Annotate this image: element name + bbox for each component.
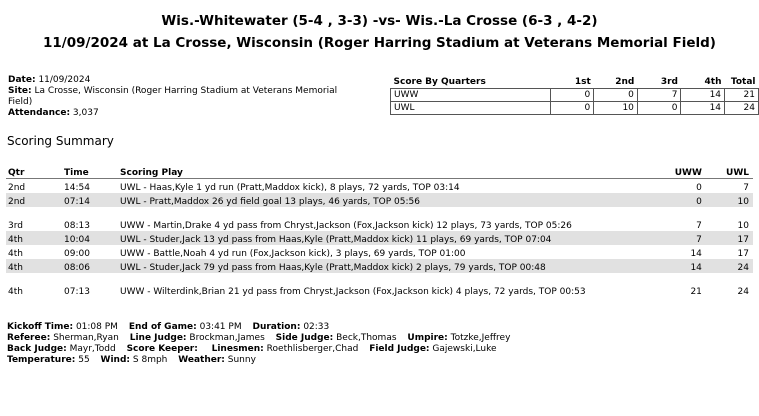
ss-header-uww: UWW	[652, 165, 706, 179]
ss-uwl: 17	[737, 249, 749, 259]
ss-play: UWW - Wilterdink,Brian 21 yd pass from Chryst,Jackson (Fox,Jackson kick) 4 plays, 72 yards, TOP 00:53	[120, 287, 586, 297]
ss-play: UWW - Battle,Noah 4 yd run (Fox,Jackson kick), 3 plays, 69 yards, TOP 01:00	[120, 249, 466, 259]
ss-header-play: Scoring Play	[118, 165, 652, 179]
game-officials-footer	[7, 322, 510, 366]
date-label: Date:	[8, 75, 36, 85]
sbq-header-2nd: 2nd	[594, 76, 638, 89]
officials-line-2	[7, 344, 510, 355]
sbq-q1: 0	[550, 89, 594, 102]
table-row	[6, 179, 753, 194]
ss-time: 07:14	[62, 193, 118, 207]
sbq-team: UWW	[391, 89, 551, 102]
ss-qtr: 3rd	[8, 221, 23, 231]
attendance-line	[8, 108, 363, 119]
umpire-label: Umpire:	[407, 333, 448, 343]
ss-uwl: 10	[706, 193, 753, 207]
sbq-q2: 10	[594, 102, 638, 115]
field-judge-label: Field Judge:	[369, 344, 430, 354]
temperature-label: Temperature:	[7, 355, 76, 365]
ss-header-uwl: UWL	[706, 165, 753, 179]
time-line	[7, 322, 510, 333]
table-row	[6, 193, 753, 207]
ss-qtr: 4th	[8, 249, 23, 259]
ss-uww: 0	[652, 193, 706, 207]
weather-line	[7, 355, 510, 366]
game-subtitle: 11/09/2024 at La Crosse, Wisconsin (Roger Harring Stadium at Veterans Memorial Field)	[43, 35, 716, 51]
sbq-header-total: Total	[725, 76, 759, 89]
table-row	[6, 245, 753, 259]
ss-time: 07:13	[64, 287, 90, 297]
referee-value: Sherman,Ryan	[53, 333, 119, 343]
duration-value: 02:33	[303, 322, 330, 332]
scoring-summary-header	[6, 165, 753, 179]
attendance-label: Attendance:	[8, 108, 71, 118]
score-keeper-label: Score Keeper:	[126, 344, 198, 354]
ss-uwl: 24	[706, 259, 753, 273]
sbq-total: 24	[725, 102, 759, 115]
ss-uww: 14	[690, 249, 702, 259]
sbq-row-uwl	[391, 102, 759, 115]
linesmen-value: Roethlisberger,Chad	[266, 344, 359, 354]
game-info	[8, 75, 363, 119]
referee-label: Referee:	[7, 333, 51, 343]
linesmen-label: Linesmen:	[211, 344, 264, 354]
scoring-summary-table	[6, 165, 753, 297]
back-judge-value: Mayr,Todd	[69, 344, 116, 354]
side-judge-label: Side Judge:	[275, 333, 334, 343]
ss-time: 08:06	[62, 259, 118, 273]
ss-uwl: 24	[737, 287, 749, 297]
ss-qtr: 4th	[6, 231, 62, 245]
kickoff-value: 01:08 PM	[75, 322, 118, 332]
ss-uww: 21	[690, 287, 702, 297]
table-row	[6, 231, 753, 245]
date-value: 11/09/2024	[38, 75, 91, 85]
back-judge-label: Back Judge:	[7, 344, 67, 354]
ss-qtr: 2nd	[8, 183, 26, 193]
sbq-total: 21	[725, 89, 759, 102]
score-by-quarters-header	[391, 76, 759, 89]
ss-time: 09:00	[64, 249, 90, 259]
end-of-game-label: End of Game:	[128, 322, 197, 332]
score-by-quarters-table	[390, 76, 759, 115]
ss-uwl: 7	[743, 183, 749, 193]
field-judge-value: Gajewski,Luke	[432, 344, 497, 354]
officials-line-1	[7, 333, 510, 344]
ss-uww: 7	[696, 221, 702, 231]
ss-play: UWL - Studer,Jack 79 yd pass from Haas,Kyle (Pratt,Maddox kick) 2 plays, 79 yards, TOP 00:48	[118, 259, 652, 273]
ss-uww: 7	[652, 231, 706, 245]
scoring-summary-title: Scoring Summary	[7, 134, 114, 148]
ss-uww: 0	[696, 183, 702, 193]
umpire-value: Totzke,Jeffrey	[450, 333, 511, 343]
line-judge-value: Brockman,James	[189, 333, 265, 343]
kickoff-label: Kickoff Time:	[7, 322, 74, 332]
ss-play: UWL - Studer,Jack 13 yd pass from Haas,Kyle (Pratt,Maddox kick) 11 plays, 69 yards, TOP 07:04	[118, 231, 652, 245]
table-row	[6, 259, 753, 273]
sbq-q4: 14	[681, 89, 725, 102]
sbq-team: UWL	[391, 102, 551, 115]
ss-play: UWL - Pratt,Maddox 26 yd field goal 13 plays, 46 yards, TOP 05:56	[118, 193, 652, 207]
table-row	[6, 273, 753, 297]
ss-uww: 14	[652, 259, 706, 273]
weather-value: Sunny	[227, 355, 256, 365]
sbq-q3: 0	[637, 102, 681, 115]
ss-qtr: 4th	[8, 287, 23, 297]
site-line	[8, 86, 363, 108]
wind-label: Wind:	[100, 355, 131, 365]
sbq-header-label: Score By Quarters	[391, 76, 551, 89]
sbq-q3: 7	[637, 89, 681, 102]
side-judge-value: Beck,Thomas	[336, 333, 397, 343]
ss-play: UWL - Haas,Kyle 1 yd run (Pratt,Maddox kick), 8 plays, 72 yards, TOP 03:14	[120, 183, 460, 193]
sbq-row-uww	[391, 89, 759, 102]
wind-value: S 8mph	[132, 355, 168, 365]
line-judge-label: Line Judge:	[129, 333, 187, 343]
ss-uwl: 10	[737, 221, 749, 231]
sbq-header-4th: 4th	[681, 76, 725, 89]
ss-play: UWW - Martin,Drake 4 yd pass from Chryst,Jackson (Fox,Jackson kick) 12 plays, 73 yards, TOP 05:26	[120, 221, 572, 231]
sbq-q2: 0	[594, 89, 638, 102]
ss-uwl: 17	[706, 231, 753, 245]
sbq-q1: 0	[550, 102, 594, 115]
attendance-value: 3,037	[72, 108, 99, 118]
site-label: Site:	[8, 86, 32, 96]
ss-header-time: Time	[62, 165, 118, 179]
game-title: Wis.-Whitewater (5-4 , 3-3) -vs- Wis.-La Crosse (6-3 , 4-2)	[161, 13, 598, 29]
ss-time: 08:13	[64, 221, 90, 231]
temperature-value: 55	[78, 355, 90, 365]
ss-time: 10:04	[62, 231, 118, 245]
ss-qtr: 2nd	[6, 193, 62, 207]
sbq-header-1st: 1st	[550, 76, 594, 89]
end-of-game-value: 03:41 PM	[199, 322, 242, 332]
ss-time: 14:54	[64, 183, 90, 193]
duration-label: Duration:	[252, 322, 301, 332]
sbq-q4: 14	[681, 102, 725, 115]
date-line	[8, 75, 363, 86]
table-row	[6, 207, 753, 231]
site-value: La Crosse, Wisconsin (Roger Harring Stadium at Veterans Memorial Field)	[8, 86, 338, 107]
weather-label: Weather:	[178, 355, 225, 365]
ss-header-qtr: Qtr	[6, 165, 62, 179]
sbq-header-3rd: 3rd	[637, 76, 681, 89]
ss-qtr: 4th	[6, 259, 62, 273]
